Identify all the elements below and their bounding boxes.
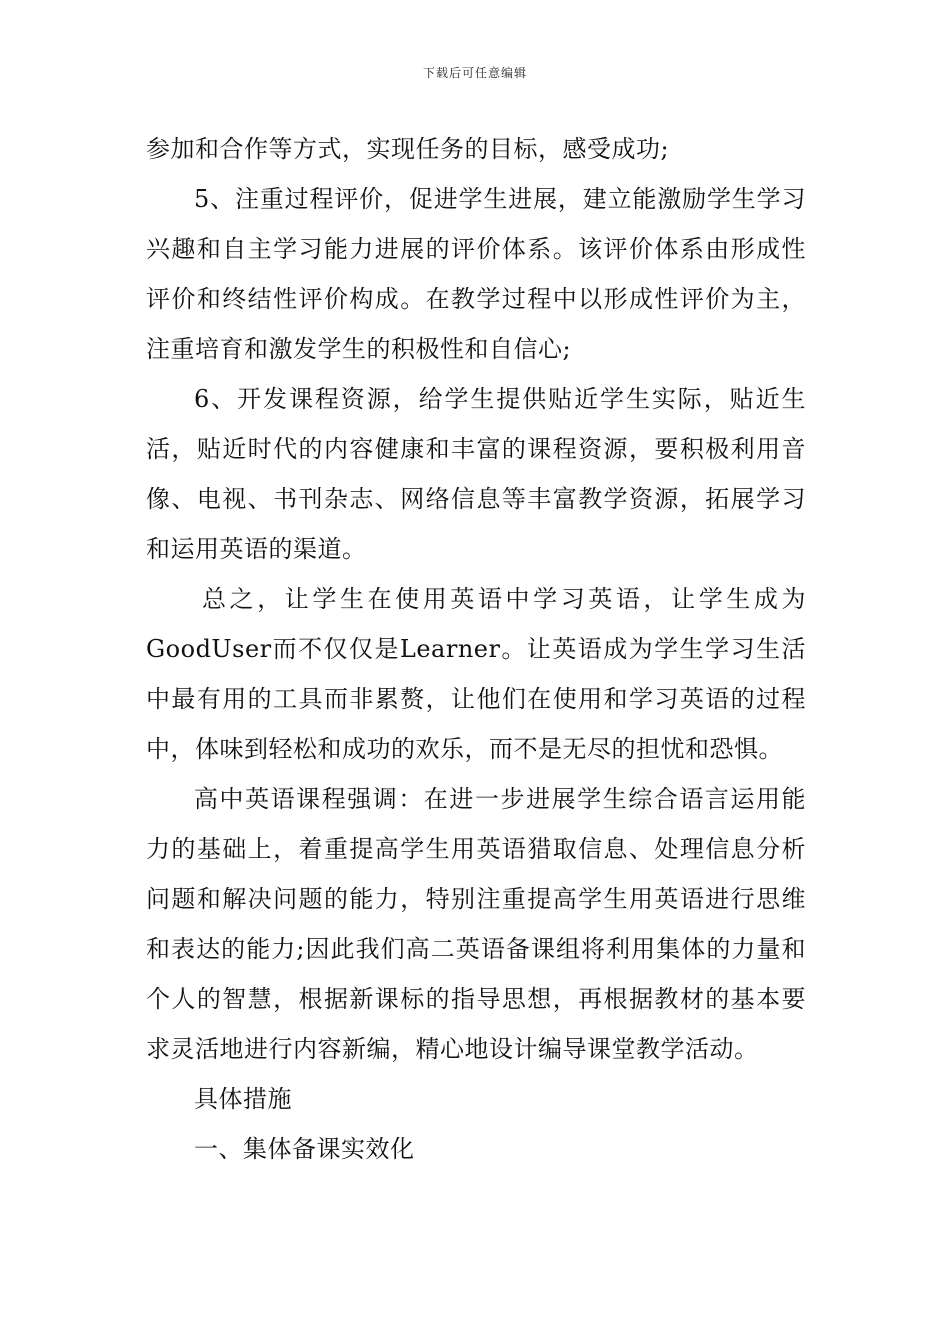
section-heading-measures: 具体措施: [194, 1085, 292, 1113]
paragraph-continuation: 参加和合作等方式，实现任务的目标，感受成功;: [146, 135, 670, 163]
paragraph-summary: 总之，让学生在使用英语中学习英语，让学生成为GoodUser而不仅仅是Learner。让英语成为学生学习生活中最有用的工具而非累赘，让他们在使用和学习英语的过程中，体味到轻松和成功的欢乐，而不是无尽的担忧和恐惧。: [146, 585, 806, 763]
subsection-heading-1: 一、集体备课实效化: [194, 1135, 415, 1163]
paragraph-item-5: 5、注重过程评价，促进学生进展，建立能激励学生学习兴趣和自主学习能力进展的评价体系。该评价体系由形成性评价和终结性评价构成。在教学过程中以形成性评价为主，注重培育和激发学生的积极性和自信心;: [146, 185, 806, 363]
page-header: 下载后可任意编辑: [422, 66, 527, 80]
paragraph-item-6: 6、开发课程资源，给学生提供贴近学生实际，贴近生活，贴近时代的内容健康和丰富的课程资源，要积极利用音像、电视、书刊杂志、网络信息等丰富教学资源，拓展学习和运用英语的渠道。: [146, 385, 806, 563]
paragraph-curriculum: 高中英语课程强调：在进一步进展学生综合语言运用能力的基础上，着重提高学生用英语猎取信息、处理信息分析问题和解决问题的能力，特别注重提高学生用英语进行思维和表达的能力;因此我们高二英语备课组将利用集体的力量和个人的智慧，根据新课标的指导思想，再根据教材的基本要求灵活地进行内容新编，精心地设计编导课堂教学活动。: [146, 785, 806, 1063]
document-body: [146, 124, 806, 1174]
